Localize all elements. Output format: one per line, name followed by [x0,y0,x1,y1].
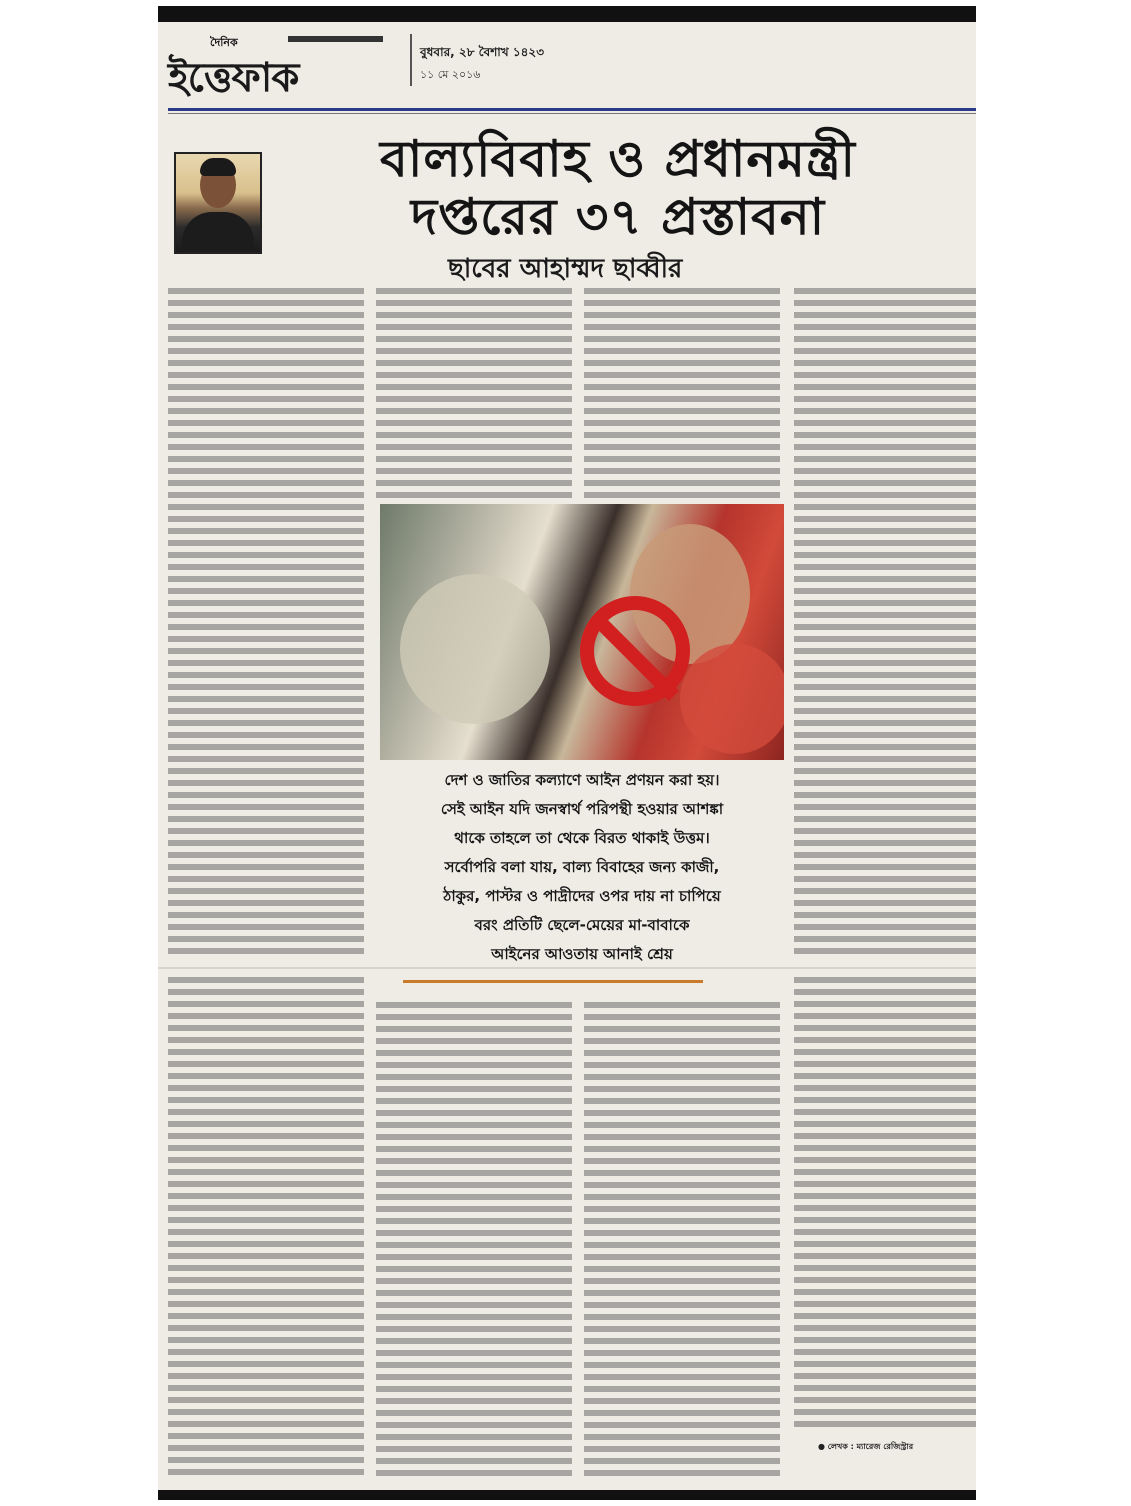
newspaper-logo: ইত্তেফাক [168,54,299,101]
pull-quote-line: আইনের আওতায় আনাই শ্রেয় [491,945,673,963]
date-line-bengali: বুধবার, ২৮ বৈশাখ ১৪২৩ [420,45,545,59]
text-column-1-top [168,288,364,958]
newspaper-page [158,22,976,1490]
text-column-3-bottom [584,1002,780,1477]
text-column-2-top [376,288,572,498]
pull-quote-line: দেশ ও জাতির কল্যাণে আইন প্রণয়ন করা হয়। [444,771,720,789]
text-column-2-bottom [376,1002,572,1477]
pull-quote-line: সর্বোপরি বলা যায়, বাল্য বিবাহের জন্য কাজী, [444,858,720,876]
masthead-divider [410,34,412,86]
pull-quote-line: ঠাকুর, পাস্টর ও পাদ্রীদের ওপর দায় না চাপিয়ে [443,887,721,905]
text-column-4-bottom [794,977,976,1432]
author-shoulders [182,212,254,252]
headline [278,130,958,246]
masthead-small-label: দৈনিক [210,36,238,49]
headline-line-1: বাল্যবিবাহ ও প্রধানমন্ত্রী [380,130,856,188]
header-rule [168,108,976,111]
pull-quote [372,766,792,969]
bottom-black-border [158,1490,976,1500]
pull-quote-line: থাকে তাহলে তা থেকে বিরত থাকাই উত্তম। [454,829,710,847]
masthead-tagline-bar [288,36,383,42]
author-hair [200,158,236,176]
header-thin-rule [168,113,976,114]
text-column-3-top [584,288,780,498]
child-marriage-photo [380,504,784,760]
headline-line-2: দপ্তরের ৩৭ প্রস্তাবনা [410,188,826,246]
pull-quote-underline [403,980,703,983]
date-line-gregorian: ১১ মে ২০১৬ [420,68,481,81]
top-black-border [158,6,976,22]
masthead [168,32,393,101]
pull-quote-line: সেই আইন যদি জনস্বার্থ পরিপন্থী হওয়ার আশঙ্কা [440,800,724,818]
pull-quote-line: বরং প্রতিটি ছেলে-মেয়ের মা-বাবাকে [474,916,690,934]
prohibition-icon [580,596,690,706]
author-signoff: ● লেখক : ম্যারেজ রেজিস্ট্রার [818,1442,914,1451]
photo-shape-veil [680,644,784,754]
text-column-4-top [794,288,976,958]
text-column-1-bottom [168,977,364,1477]
page-fold [158,967,976,969]
author-photo [174,152,262,254]
byline: ছাবের আহাম্মদ ছাব্বীর [448,254,683,284]
photo-shape-groom [400,574,550,724]
